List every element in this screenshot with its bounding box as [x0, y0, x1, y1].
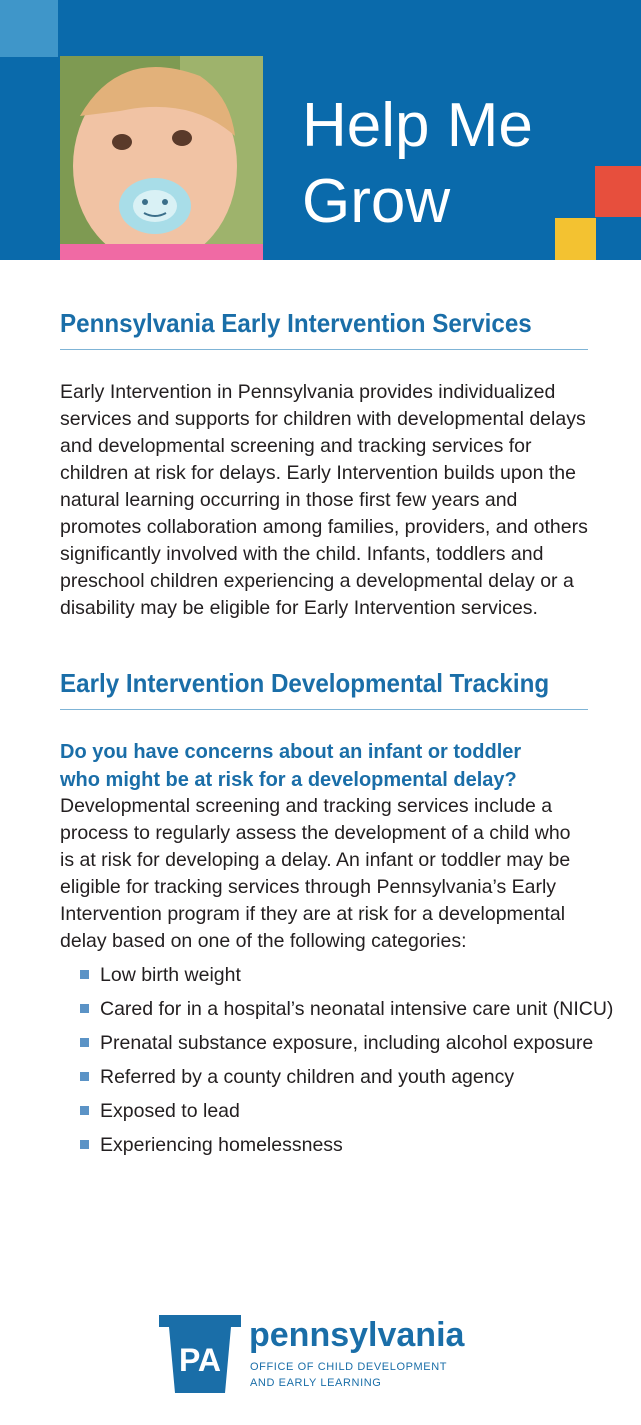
list-item	[80, 1096, 600, 1130]
list-item-text: Experiencing homelessness	[100, 1134, 343, 1156]
decorative-yellow-square	[555, 218, 596, 260]
tracking-paragraph	[60, 793, 588, 955]
list-item	[80, 994, 614, 1028]
bullet-square-icon	[80, 1038, 89, 1047]
bullet-square-icon	[80, 1072, 89, 1081]
section-heading-services: Pennsylvania Early Intervention Services	[60, 308, 532, 338]
logo-wordmark: pennsylvania	[249, 1316, 465, 1354]
list-item-text: Low birth weight	[100, 964, 241, 986]
divider	[60, 709, 588, 710]
header-banner	[0, 0, 641, 260]
tracking-body: Developmental screening and tracking services include a process to regularly assess the development of a child who is at risk for developing a delay. An infant or toddler may be eligible for tracking services through Pennsylvania’s Early Intervention program if they are at risk for a developmental delay based on one of the following categories:	[60, 795, 571, 952]
services-paragraph	[60, 379, 588, 622]
bullet-square-icon	[80, 1106, 89, 1115]
list-item-text: Cared for in a hospital’s neonatal intensive care unit (NICU)	[100, 998, 614, 1020]
child-photo	[60, 56, 263, 260]
logo-subtitle	[250, 1359, 447, 1391]
question-line1: Do you have concerns about an infant or toddler	[60, 741, 522, 763]
services-body: Early Intervention in Pennsylvania provides individualized services and supports for children with developmental delays and developmental screening and tracking services for children at risk for delays. Early Intervention builds upon the natural learning occurring in those first few years and promotes collaboration among families, providers, and others significantly involved with the child. Infants, toddlers and preschool children experiencing a developmental delay or a disability may be eligible for Early Intervention services.	[60, 381, 588, 619]
logo-subtitle-line1: OFFICE OF CHILD DEVELOPMENT	[250, 1361, 448, 1373]
list-item-text: Prenatal substance exposure, including alcohol exposure	[100, 1032, 594, 1054]
bullet-square-icon	[80, 1004, 89, 1013]
bullet-square-icon	[80, 1140, 89, 1149]
banner-title	[302, 88, 533, 240]
baby-with-pacifier-image	[60, 56, 263, 260]
keystone-icon	[157, 1313, 243, 1395]
bullet-square-icon	[80, 970, 89, 979]
list-item-text: Referred by a county children and youth agency	[100, 1066, 515, 1088]
list-item	[80, 960, 600, 994]
question-line2: who might be at risk for a developmental delay?	[60, 769, 517, 791]
list-item	[80, 1028, 600, 1062]
list-item	[80, 1130, 600, 1164]
banner-title-line1: Help Me	[302, 91, 533, 160]
pennsylvania-logo	[157, 1313, 487, 1398]
tracking-question	[60, 738, 588, 794]
risk-category-list	[80, 960, 614, 1164]
banner-title-line2: Grow	[302, 167, 451, 236]
divider	[60, 349, 588, 350]
decorative-red-square	[595, 166, 641, 217]
logo-badge-text: PA	[178, 1342, 222, 1378]
decorative-square	[0, 0, 58, 57]
logo-subtitle-line2: AND EARLY LEARNING	[250, 1377, 382, 1389]
list-item	[80, 1062, 600, 1096]
section-heading-tracking: Early Intervention Developmental Tracking	[60, 668, 550, 698]
list-item-text: Exposed to lead	[100, 1100, 240, 1122]
